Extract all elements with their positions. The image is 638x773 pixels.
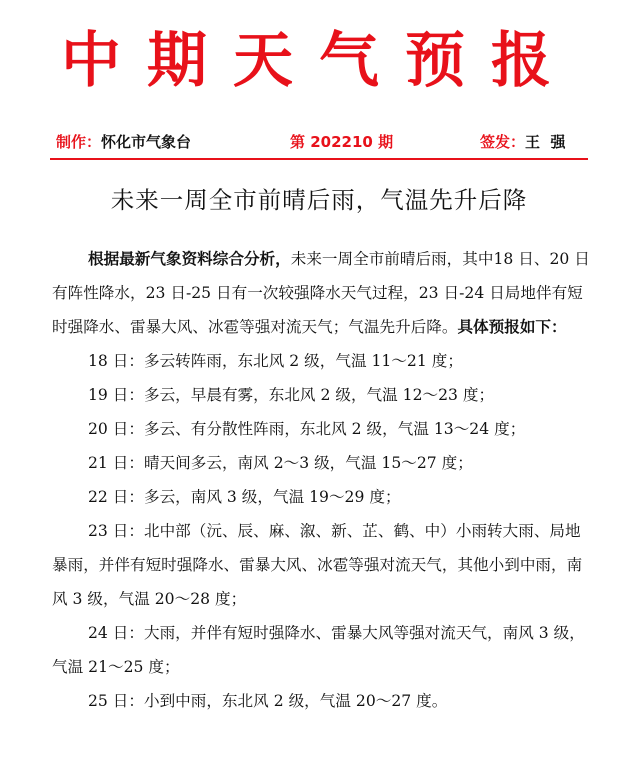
summary-lead: 根据最新气象资料综合分析， <box>88 250 291 268</box>
issue-meta-row <box>56 131 586 157</box>
forecast-day-19: 19 日：多云，早晨有雾，东北风 2 级，气温 12～23 度； <box>88 386 495 404</box>
bulletin-title: 中期天气预报 <box>61 26 577 96</box>
forecast-day-21: 21 日：晴天间多云，南风 2～3 级，气温 15～27 度； <box>88 454 473 472</box>
forecast-day-25: 25 日：小到中雨，东北风 2 级，气温 20～27 度。 <box>88 692 448 710</box>
forecast-day-20: 20 日：多云、有分散性阵雨，东北风 2 级，气温 13～24 度； <box>88 420 526 438</box>
forecast-headline: 未来一周全市前晴后雨，气温先升后降 <box>110 186 528 214</box>
summary-paragraph <box>52 242 592 344</box>
forecast-day-24: 24 日：大雨，并伴有短时强降水、雷暴大风等强对流天气，南风 3 级，气温 21～25 度； <box>52 624 585 676</box>
producer-field <box>56 131 191 152</box>
forecast-day-23: 23 日：北中部（沅、辰、麻、溆、新、芷、鹤、中）小雨转大雨、局地暴雨，并伴有短时强降水、雷暴大风、冰雹等强对流天气，其他小到中雨，南风 3 级，气温 20～28 度； <box>52 522 583 608</box>
signer-label: 签发： <box>480 133 526 151</box>
header-divider <box>50 158 588 160</box>
producer-label: 制作： <box>56 133 102 151</box>
forecast-body <box>52 242 592 718</box>
summary-text: 未来一周全市前晴后雨，其中18 日、20 日有阵性降水，23 日-25 日有一次较强降水天气过程，23 日-24 日局地伴有短时强降水、雷暴大风、冰雹等强对流天气；气温先升后降。 <box>52 250 590 336</box>
issue-number: 第 202210 期 <box>290 133 394 151</box>
producer-name: 怀化市气象台 <box>101 133 192 151</box>
signer-field <box>480 131 565 152</box>
summary-tail: 具体预报如下： <box>457 318 567 336</box>
signer-name: 王 强 <box>525 133 566 151</box>
forecast-day-18: 18 日：多云转阵雨，东北风 2 级，气温 11～21 度； <box>88 352 463 370</box>
forecast-day-22: 22 日：多云，南风 3 级，气温 19～29 度； <box>88 488 401 506</box>
